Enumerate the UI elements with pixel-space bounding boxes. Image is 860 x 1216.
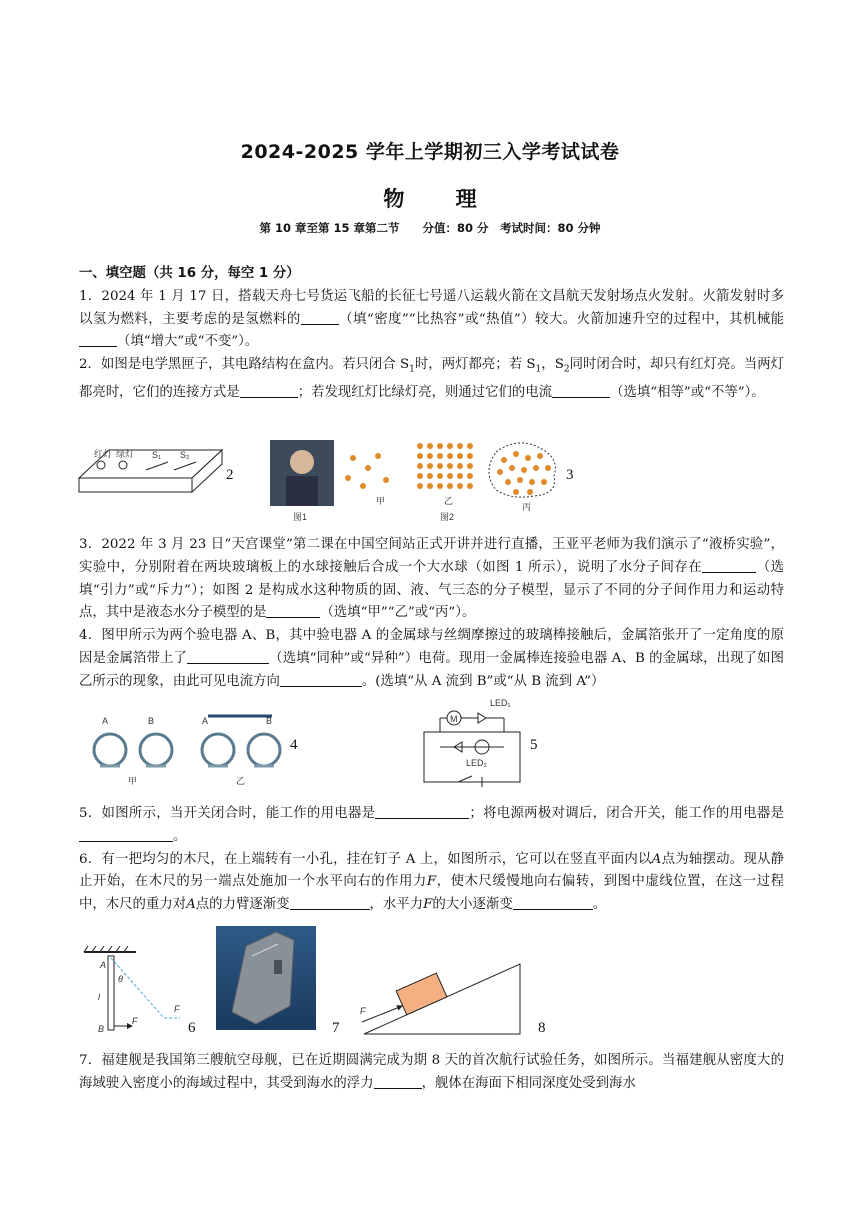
q2-text-e: ；若发现红灯比绿灯亮，则通过它们的电流 [297, 384, 553, 400]
exam-title: 2024-2025 学年上学期初三入学考试试卷 [240, 141, 620, 163]
label-force-slope: F [360, 1006, 366, 1016]
q2-text-f: （选填“相等”或“不等”）。 [610, 384, 765, 400]
label-end-b: B [98, 1024, 105, 1034]
blackbox-figure [76, 440, 226, 500]
figure-number-2: 2 [226, 467, 234, 483]
ruler-deflected [111, 958, 164, 1018]
figure-number-8: 8 [538, 1020, 546, 1036]
q6-text-b: 点为轴摆动。现从静止开始，在木尺的另一端点处施加一个水平向右的作用力 [79, 851, 785, 890]
section-heading: 一、填空题（共 16 分，每空 1 分） [79, 266, 300, 281]
solid-molecule [457, 483, 463, 489]
carrier-island [274, 960, 282, 974]
question-5 [79, 803, 784, 849]
solid-molecule [467, 463, 473, 469]
solid-molecule [427, 463, 433, 469]
label-a: A [102, 716, 109, 726]
solid-molecule [427, 473, 433, 479]
q2-sub-1b: 1 [535, 364, 542, 375]
q4-blank-1[interactable] [187, 649, 269, 664]
q2-text-d: 同时闭合时，却只有红灯亮。当两灯都亮时，它们的连接方式是 [79, 357, 785, 400]
q2-text-a: 2．如图是电学黑匣子，其电路结构在盒内。若只闭合 S [79, 357, 410, 373]
q2-blank-2[interactable] [552, 383, 610, 398]
solid-molecule [467, 453, 473, 459]
solid-molecule [447, 473, 453, 479]
electroscope-figure [90, 704, 290, 788]
q1-text-c: （填“增大”或“不变”）。 [117, 334, 259, 350]
label-led2: LED₂ [466, 758, 488, 768]
label-bing: 丙 [522, 502, 532, 512]
q6-var-f2: F [423, 897, 433, 913]
solid-molecule [447, 463, 453, 469]
solid-molecule [467, 483, 473, 489]
solid-molecule [457, 463, 463, 469]
q6-text-f: 的大小逐渐变 [432, 897, 513, 913]
q6-var-a2: A [186, 897, 196, 913]
section-fill-in [79, 263, 784, 404]
question-6 [79, 849, 784, 917]
solid-molecule [437, 443, 443, 449]
q5-text-b: ；将电源两极对调后，闭合开关，能工作的用电器是 [469, 806, 784, 821]
ruler-vertical [108, 956, 114, 1030]
label-jia: 甲 [376, 496, 386, 506]
solid-molecule [427, 483, 433, 489]
solid-model [417, 443, 473, 489]
led1-icon [478, 713, 486, 723]
q6-blank-1[interactable] [290, 895, 370, 910]
q2-sub-2: 2 [563, 364, 570, 375]
questions-3-4 [79, 534, 784, 694]
caption-fig2: 图2 [440, 512, 455, 522]
q3-blank-1[interactable] [702, 558, 756, 573]
q7-blank-1[interactable] [374, 1074, 422, 1089]
solid-molecule [447, 483, 453, 489]
q3-text-a: 3．2022 年 3 月 23 日“天宫课堂”第二课在中国空间站正式开讲并进行直播，王亚平老师为我们演示了“液桥实验”，实验中，分别附着在两块玻璃板上的水球接触后合成一个大水球（如图 1 所示），说明了水分子间存在 [79, 537, 784, 575]
incline-figure [356, 960, 526, 1038]
label-yi: 乙 [444, 496, 454, 506]
q4-text-b: （选填“同种”或“异种”）电荷。现用一金属棒连接验电器 A、B 的金属球，出现了如图乙所示的现象，由此可见电流方向 [79, 650, 785, 689]
figure-number-3: 3 [566, 467, 574, 483]
q2-sub-1: 1 [409, 364, 415, 375]
label-s1: S₁ [152, 450, 162, 460]
q6-var-f1: F [426, 874, 437, 890]
exam-info: 第 10 章至第 15 章第二节 分值：80 分 考试时间：80 分钟 [259, 221, 601, 235]
question-1 [79, 286, 784, 354]
solid-molecule [437, 483, 443, 489]
ruler-figure [80, 946, 190, 1036]
liquid-model [497, 451, 551, 495]
figure-number-4: 4 [290, 737, 298, 753]
water-molecule-figure [268, 438, 568, 524]
q7-text-a: 7．福建舰是我国第三艘航空母舰，已在近期圆满完成为期 8 天的首次航行试验任务，如图所示。当福建舰从密度大的海域驶入密度小的海域过程中，其受到海水的浮力 [79, 1053, 784, 1091]
q2-text-c: ，S [541, 357, 564, 373]
q4-text-c: 。(选填“从 A 流到 B”或“从 B 流到 A”） [361, 673, 605, 689]
switch-icon [458, 776, 472, 782]
question-2 [79, 354, 784, 404]
label-b2: B [266, 716, 273, 726]
q5-blank-2[interactable] [79, 827, 173, 842]
q6-blank-2[interactable] [513, 895, 593, 910]
q6-text-a: 6．有一把均匀的木尺，在上端转有一小孔，挂在钉子 A 上，如图所示，它可以在竖直平面内以 [79, 851, 652, 867]
label-length-l: l [98, 992, 100, 1002]
q1-blank-2[interactable] [79, 332, 117, 347]
question-7-block [79, 1050, 784, 1096]
q5-text-a: 5．如图所示，当开关闭合时，能工作的用电器是 [79, 806, 376, 821]
q6-var-a1: A [651, 851, 662, 867]
q3-text-c: （选填“甲”“乙”或“丙”）。 [320, 605, 476, 621]
solid-molecule [417, 483, 423, 489]
label-yi-electroscope: 乙 [236, 776, 246, 786]
q1-text-a: 1．2024 年 1 月 17 日，搭载天舟七号货运飞船的长征七号遥八运载火箭在文昌航天发射场点火发射。火箭发射时多以氢为燃料，主要考虑的是氢燃料的 [79, 288, 784, 327]
solid-molecule [427, 453, 433, 459]
solid-molecule [437, 453, 443, 459]
questions-5-6 [79, 803, 784, 917]
label-green-lamp: 绿灯 [116, 449, 135, 459]
question-3 [79, 534, 784, 625]
figure-number-6: 6 [188, 1020, 196, 1036]
caption-fig1: 图1 [293, 512, 308, 522]
solid-molecule [457, 443, 463, 449]
solid-molecule [437, 463, 443, 469]
q6-text-g: 。 [592, 897, 607, 913]
label-led1: LED₁ [490, 698, 511, 708]
label-s2: S₂ [180, 450, 190, 460]
question-7 [79, 1050, 784, 1096]
q6-text-e: ，水平力 [369, 897, 424, 913]
solid-molecule [457, 453, 463, 459]
q3-text-b: （选填“引力”或“斥力”）；如图 2 是构成水这种物质的固、液、气三态的分子模型，显示了不同的分子间作用力和运动特点，其中是液态水分子模型的是 [79, 559, 784, 621]
q2-blank-1[interactable] [240, 383, 298, 398]
subject-title: 物 理 [383, 187, 499, 211]
q5-text-c: 。 [173, 828, 187, 844]
question-4 [79, 625, 784, 693]
gas-model [345, 453, 389, 489]
solid-molecule [427, 443, 433, 449]
label-force-f2: F [174, 1004, 180, 1014]
label-motor: M [450, 714, 458, 724]
solid-molecule [417, 453, 423, 459]
label-jia-electroscope: 甲 [128, 776, 138, 786]
figure-number-7: 7 [332, 1020, 340, 1036]
q2-text-b: 时，两灯都亮；若 S [414, 357, 536, 373]
solid-molecule [457, 473, 463, 479]
q1-blank-1[interactable] [301, 310, 339, 325]
solid-molecule [467, 473, 473, 479]
q6-text-d: 点的力臂逐渐变 [195, 897, 290, 913]
label-pivot-a: A [100, 960, 107, 970]
solid-molecule [447, 443, 453, 449]
label-force-f: F [132, 1016, 138, 1026]
q1-text-b: （填“密度”“比热容”或“热值”）较大。火箭加速升空的过程中，其机械能 [338, 311, 784, 327]
q4-blank-2[interactable] [280, 672, 362, 687]
label-red-lamp: 红灯 [94, 449, 113, 459]
figure-number-5: 5 [530, 737, 538, 753]
q7-text-b: ，舰体在海面下相同深度处受到海水 [421, 1075, 636, 1091]
q5-blank-1[interactable] [375, 804, 469, 819]
label-theta: θ [118, 974, 123, 984]
solid-molecule [437, 473, 443, 479]
q3-blank-2[interactable] [266, 603, 320, 618]
label-b: B [148, 716, 155, 726]
solid-molecule [467, 443, 473, 449]
solid-molecule [417, 463, 423, 469]
label-a2: A [202, 716, 209, 726]
solid-molecule [417, 473, 423, 479]
q4-text-a: 4．图甲所示为两个验电器 A、B，其中验电器 A 的金属球与丝绸摩擦过的玻璃棒接触后，金属箔张开了一定角度的原因是金属箔带上了 [79, 628, 784, 666]
led-circuit-figure [420, 696, 528, 788]
q6-text-c: ，使木尺缓慢地向右偏转，到图中虚线位置，在这一过程中，木尺的重力对 [79, 874, 785, 913]
solid-molecule [417, 443, 423, 449]
aircraft-carrier-photo [216, 926, 316, 1030]
solid-molecule [447, 453, 453, 459]
